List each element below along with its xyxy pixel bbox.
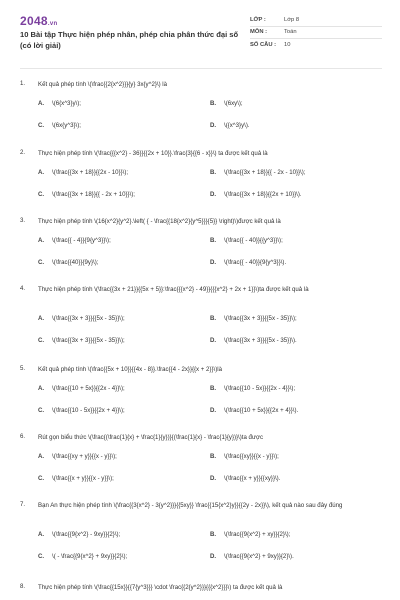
option-c[interactable]: C. \( - \frac{{9{x^2} + 9xy}}{2}\); bbox=[38, 553, 128, 560]
option-a[interactable]: A. \(\frac{{xy + y}}{{x - y}}\); bbox=[38, 453, 117, 460]
option-d[interactable]: D. \(\frac{{ - 40}}{9{y^3}}\). bbox=[210, 259, 287, 266]
document-header bbox=[20, 14, 382, 64]
question-number: 1. bbox=[20, 80, 26, 87]
info-row-count bbox=[250, 39, 382, 52]
option-b[interactable]: B. \(\frac{{xy}}{{x - y}}\); bbox=[210, 453, 279, 460]
question-number: 5. bbox=[20, 365, 26, 372]
option-c[interactable]: C. \(\frac{{3x + 3}}{{5x - 35}}\); bbox=[38, 337, 125, 344]
logo-main: 2048 bbox=[20, 14, 48, 28]
question-number: 2. bbox=[20, 149, 26, 156]
info-label: LỚP : bbox=[250, 16, 266, 23]
option-b[interactable]: B. \(\frac{{ - 40}}{{y^3}}\); bbox=[210, 237, 283, 244]
question-text: Rút gọn biểu thức \(\frac{(\frac{1}{x} + \frac{1}{y})}{(\frac{1}{x} - \frac{1}{y})}\)ta được bbox=[38, 434, 264, 441]
option-c[interactable]: C. \(\frac{{x + y}}{{x - y}}\); bbox=[38, 475, 114, 482]
info-row-subject bbox=[250, 27, 382, 40]
option-d[interactable]: D. \(\frac{{3x + 18}}{{2x + 10}}\). bbox=[210, 191, 302, 198]
option-b[interactable]: B. \(6xy\); bbox=[210, 100, 243, 107]
option-c[interactable]: C. \(6x{y^3}\); bbox=[38, 122, 81, 129]
option-b[interactable]: B. \(\frac{{10 - 5x}}{{2x - 4}}\); bbox=[210, 385, 296, 392]
document-title: 10 Bài tập Thực hiện phép nhân, phép chia phân thức đại số (có lời giải) bbox=[20, 30, 239, 50]
question-number: 6. bbox=[20, 433, 26, 440]
header-divider bbox=[20, 68, 382, 69]
question-text: Kết quả phép tính \(\frac{{5x + 10}}{{4x - 8}}.\frac{{4 - 2x}}{{x + 2}}\)là bbox=[38, 366, 222, 373]
option-d[interactable]: D. \(\frac{{x + y}}{{xy}}\). bbox=[210, 475, 281, 482]
document-info-box bbox=[250, 14, 382, 52]
option-b[interactable]: B. \(\frac{{3x + 18}}{{ - 2x - 10}}\); bbox=[210, 169, 306, 176]
option-d[interactable]: D. \({x^3}y\). bbox=[210, 122, 250, 129]
option-b[interactable]: B. \(\frac{{9{x^2} + xy}}{2}\); bbox=[210, 531, 291, 538]
question-number: 4. bbox=[20, 285, 26, 292]
site-logo[interactable] bbox=[20, 14, 57, 28]
option-c[interactable]: C. \(\frac{{10 - 5x}}{{2x + 4}}\); bbox=[38, 407, 125, 414]
question-text: Thực hiện phép tính \(\frac{{15x}}{{7{y^3}}} \cdot \frac{{2{y^2}}}{{{x^2}}}\) ta được kết quả là bbox=[38, 584, 283, 591]
question-text: Bạn An thực hiện phép tính \(\frac{{3{x^2} - 3{y^2}}}{{5xy}} \frac{{15{x^2}y}}{{2y - 2x}}\), kết quả nào sau đây đúng bbox=[38, 502, 343, 509]
info-row-grade bbox=[250, 14, 382, 27]
option-a[interactable]: A. \(\frac{{3x + 3}}{{5x - 35}}\); bbox=[38, 315, 125, 322]
question-text: Thực hiện phép tính \(\frac{{{x^2} - 36}}{{2x + 10}}.\frac{3}{{6 - x}}\) ta được kết quả là bbox=[38, 150, 268, 157]
option-a[interactable]: A. \(\frac{{10 + 5x}}{{2x - 4}}\); bbox=[38, 385, 125, 392]
info-label: MÔN : bbox=[250, 29, 268, 36]
option-a[interactable]: A. \(\frac{{3x + 18}}{{2x - 10}}\); bbox=[38, 169, 129, 176]
option-a[interactable]: A. \(6{x^3}y\); bbox=[38, 100, 81, 107]
question-text: Thực hiện phép tính \(\frac{{3x + 21}}{{5x + 5}}:\frac{{{x^2} - 49}}{{{x^2} + 2x + 1}}\)ta được kết quả là bbox=[38, 286, 309, 293]
question-text: Thực hiện phép tính \(16{x^2}{y^2}.\left( { - \frac{{18{x^2}{y^5}}}{5}} \right)\)được kết quả là bbox=[38, 218, 281, 225]
option-a[interactable]: A. \(\frac{{ - 4}}{9{y^3}}\); bbox=[38, 237, 111, 244]
option-a[interactable]: A. \(\frac{{9{x^2} - 9xy}}{2}\); bbox=[38, 531, 121, 538]
info-label: SỐ CÂU : bbox=[250, 42, 277, 49]
option-b[interactable]: B. \(\frac{{3x + 3}}{{5x - 35}}\); bbox=[210, 315, 297, 322]
logo-suffix: .vn bbox=[47, 21, 58, 27]
option-d[interactable]: D. \(\frac{{9{x^2} + 9xy}}{2}\). bbox=[210, 553, 294, 560]
option-c[interactable]: C. \(\frac{{40}}{9y}\); bbox=[38, 259, 99, 266]
question-number: 8. bbox=[20, 583, 26, 590]
option-c[interactable]: C. \(\frac{{3x + 18}}{{ - 2x + 10}}\); bbox=[38, 191, 136, 198]
info-value: 10 bbox=[284, 42, 291, 49]
question-text: Kết quả phép tính \(\frac{{2{x^2}}}{y} 3x{y^2}\) là bbox=[38, 81, 168, 88]
question-number: 7. bbox=[20, 501, 26, 508]
question-number: 3. bbox=[20, 217, 26, 224]
option-d[interactable]: D. \(\frac{{10 + 5x}}{{2x + 4}}\). bbox=[210, 407, 299, 414]
option-d[interactable]: D. \(\frac{{3x + 3}}{{5x - 35}}\). bbox=[210, 337, 297, 344]
info-value: Toán bbox=[284, 29, 297, 36]
info-value: Lớp 8 bbox=[284, 16, 300, 23]
